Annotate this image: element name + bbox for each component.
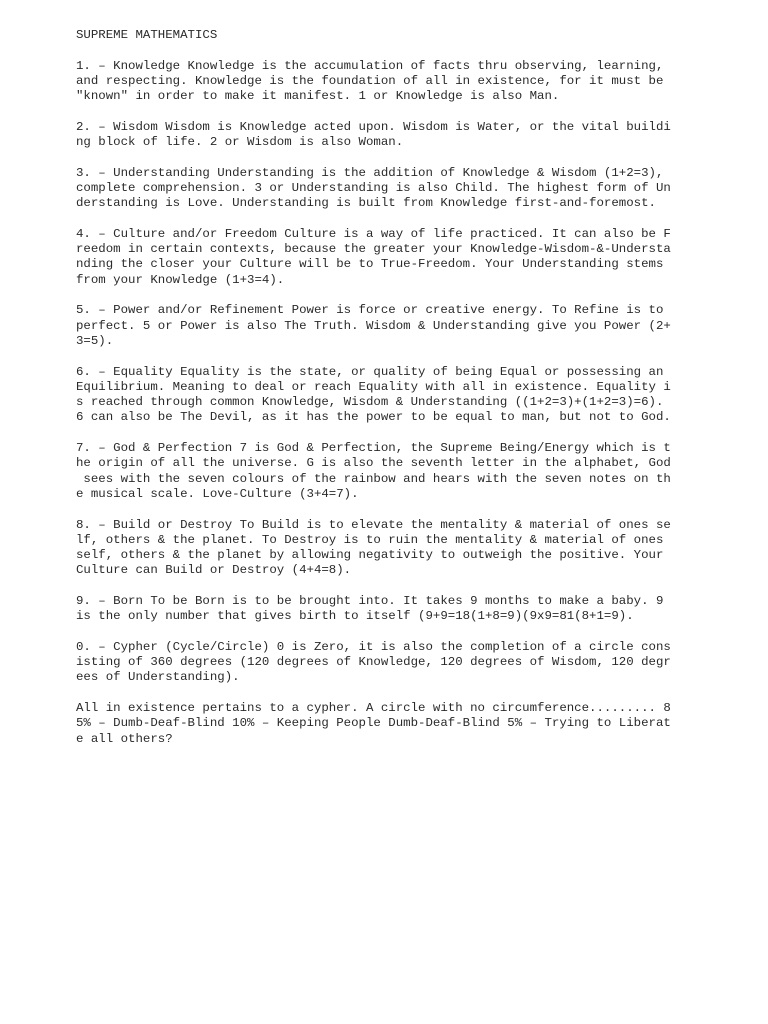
paragraph <box>76 518 696 579</box>
document-page <box>76 28 696 762</box>
text-line: 9. – Born To be Born is to be brought into. It takes 9 months to make a baby. 9 <box>76 593 664 608</box>
text-line: 2. – Wisdom Wisdom is Knowledge acted upon. Wisdom is Water, or the vital buildi <box>76 119 671 134</box>
text-line: perfect. 5 or Power is also The Truth. Wisdom & Understanding give you Power (2+ <box>76 318 671 333</box>
paragraph <box>76 303 696 349</box>
text-line: Equilibrium. Meaning to deal or reach Equality with all in existence. Equality i <box>76 379 671 394</box>
text-line: sees with the seven colours of the rainbow and hears with the seven notes on th <box>76 471 671 486</box>
paragraph <box>76 166 696 212</box>
text-line: s reached through common Knowledge, Wisdom & Understanding ((1+2=3)+(1+2=3)=6). <box>76 395 664 410</box>
paragraph <box>76 59 696 105</box>
text-line: ng block of life. 2 or Wisdom is also Woman. <box>76 135 404 150</box>
text-line: ees of Understanding). <box>76 670 240 685</box>
document-body <box>76 59 696 747</box>
text-line: and respecting. Knowledge is the foundation of all in existence, for it must be <box>76 73 664 88</box>
paragraph <box>76 441 696 502</box>
text-line: 3. – Understanding Understanding is the addition of Knowledge & Wisdom (1+2=3), <box>76 165 664 180</box>
text-line: 8. – Build or Destroy To Build is to elevate the mentality & material of ones se <box>76 517 671 532</box>
text-line: 0. – Cypher (Cycle/Circle) 0 is Zero, it is also the completion of a circle cons <box>76 639 671 654</box>
text-line: 5% – Dumb-Deaf-Blind 10% – Keeping People Dumb-Deaf-Blind 5% – Trying to Liberat <box>76 716 671 731</box>
text-line: e musical scale. Love-Culture (3+4=7). <box>76 486 359 501</box>
text-line: derstanding is Love. Understanding is built from Knowledge first-and-foremost. <box>76 196 656 211</box>
text-line: reedom in certain contexts, because the greater your Knowledge-Wisdom-&-Understa <box>76 242 671 257</box>
text-line: is the only number that gives birth to itself (9+9=18(1+8=9)(9x9=81(8+1=9). <box>76 609 634 624</box>
text-line: he origin of all the universe. G is also the seventh letter in the alphabet, God <box>76 456 671 471</box>
text-line: from your Knowledge (1+3=4). <box>76 272 285 287</box>
text-line: nding the closer your Culture will be to True-Freedom. Your Understanding stems <box>76 257 664 272</box>
paragraph <box>76 701 696 747</box>
text-line: e all others? <box>76 731 173 746</box>
paragraph <box>76 120 696 151</box>
text-line: complete comprehension. 3 or Understanding is also Child. The highest form of Un <box>76 180 671 195</box>
text-line: isting of 360 degrees (120 degrees of Knowledge, 120 degrees of Wisdom, 120 degr <box>76 655 671 670</box>
text-line: lf, others & the planet. To Destroy is to ruin the mentality & material of ones <box>76 532 664 547</box>
text-line: 6 can also be The Devil, as it has the power to be equal to man, but not to God. <box>76 410 671 425</box>
text-line: 7. – God & Perfection 7 is God & Perfection, the Supreme Being/Energy which is t <box>76 441 671 456</box>
paragraph <box>76 594 696 625</box>
text-line: 5. – Power and/or Refinement Power is force or creative energy. To Refine is to <box>76 303 664 318</box>
text-line: "known" in order to make it manifest. 1 or Knowledge is also Man. <box>76 89 560 104</box>
text-line: 6. – Equality Equality is the state, or quality of being Equal or possessing an <box>76 364 664 379</box>
text-line: 4. – Culture and/or Freedom Culture is a way of life practiced. It can also be F <box>76 226 671 241</box>
document-title: SUPREME MATHEMATICS <box>76 28 218 42</box>
text-line: All in existence pertains to a cypher. A circle with no circumference......... 8 <box>76 701 671 716</box>
text-line: Culture can Build or Destroy (4+4=8). <box>76 563 352 578</box>
paragraph <box>76 227 696 288</box>
paragraph <box>76 640 696 686</box>
text-line: 1. – Knowledge Knowledge is the accumulation of facts thru observing, learning, <box>76 58 664 73</box>
text-line: self, others & the planet by allowing negativity to outweigh the positive. Your <box>76 548 664 563</box>
text-line: 3=5). <box>76 333 114 348</box>
paragraph <box>76 365 696 426</box>
